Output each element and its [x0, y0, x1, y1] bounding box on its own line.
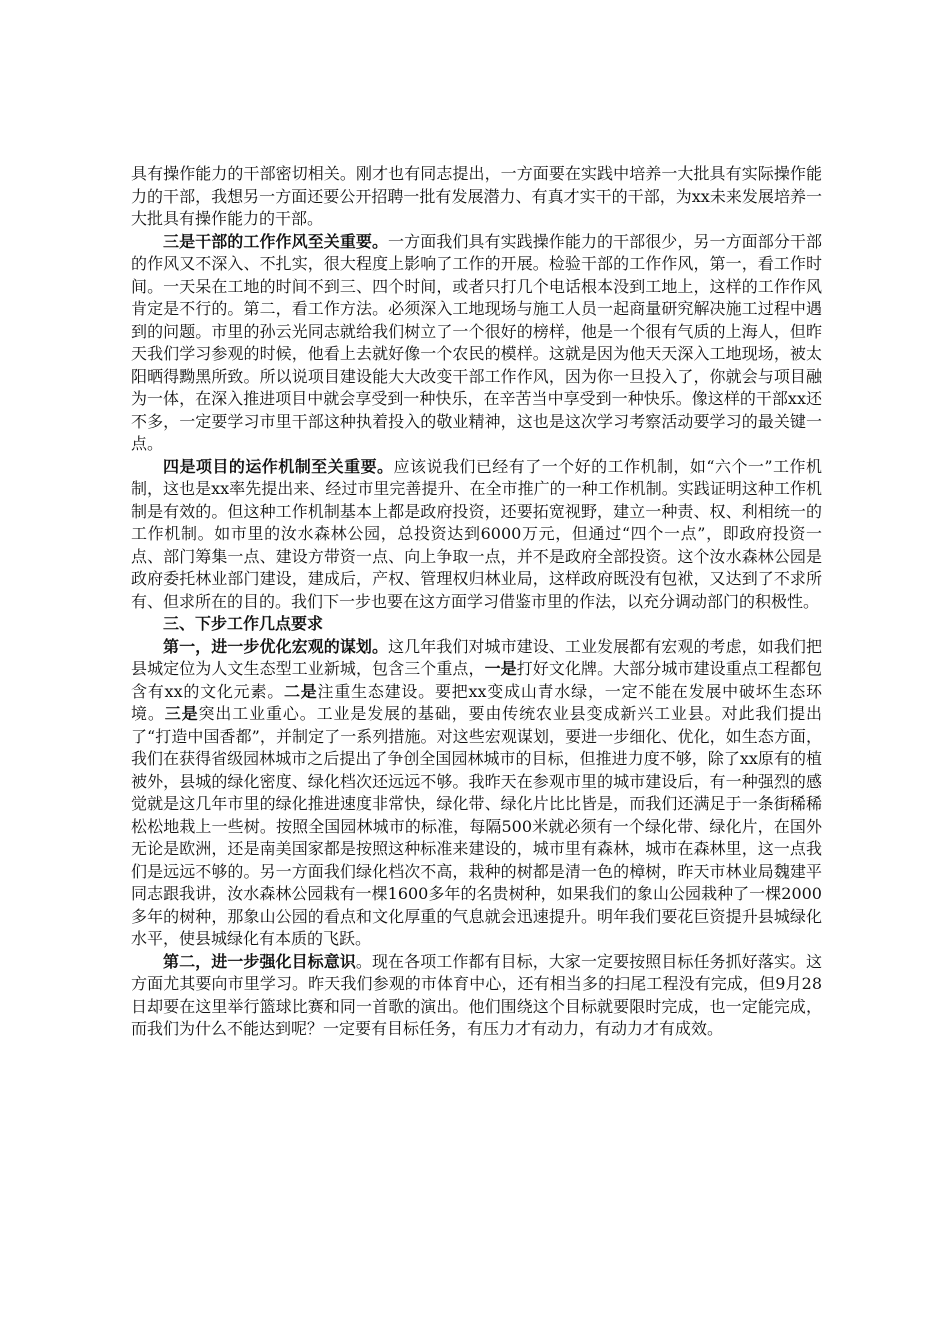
bold-heading-text: 四是项目的运作机制至关重要。	[163, 456, 394, 476]
body-text: 具有操作能力的干部密切相关。刚才也有同志提出，一方面要在实践中培养一大批具有实际操作能力的干部，我想另一方面还要公开招聘一批有发展潜力、有真才实干的干部，为xx未来发展培养一大批具有操作能力的干部。	[131, 164, 822, 228]
bold-heading-text: 三是	[164, 704, 199, 723]
bold-heading-text: 二是	[284, 681, 318, 701]
paragraph	[131, 636, 822, 951]
bold-heading-text: 第一，进一步优化宏观的谋划。	[163, 636, 389, 656]
bold-heading-text: 一是	[484, 659, 517, 678]
paragraph	[131, 951, 822, 1041]
paragraph	[131, 613, 822, 636]
body-text: 注重生态建设。要把xx变成山青水绿，一定不能在发展中破坏生态环境。	[131, 681, 822, 723]
body-text: 应该说我们已经有了一个好的工作机制，如“六个一”工作机制，这也是xx率先提出来、经过市里完善提升、在全市推广的一种工作机制。实践证明这种工作机制是有效的。但这种工作机制基本上都是政府投资，还要拓宽视野，建立一种责、权、利相统一的工作机制。如市里的汝水森林公园，总投资达到6000万元，但通过“四个一点”，即政府投资一点、部门筹集一点、建设方带资一点、向上争取一点，并不是政府全部投资。这个汝水森林公园是政府委托林业部门建设，建成后，产权、管理权归林业局，这样政府既没有包袱，又达到了不求所有、但求所在的目的。我们下一步也要在这方面学习借鉴市里的作法，以充分调动部门的积极性。	[131, 456, 822, 611]
paragraph	[131, 231, 822, 456]
bold-heading-text: 三、下步工作几点要求	[163, 614, 324, 633]
body-text: 一方面我们具有实践操作能力的干部很少，另一方面部分干部的作风又不深入、不扎实，很大程度上影响了工作的开展。检验干部的工作作风，第一，看工作时间。一天呆在工地的时间不到三、四个时间，或者只打几个电话根本没到工地上，这样的工作作风肯定是不行的。第二，看工作方法。必须深入工地现场与施工人员一起商量研究解决施工过程中遇到的问题。市里的孙云光同志就给我们树立了一个很好的榜样，他是一个很有气质的上海人，但昨天我们学习参观的时候，他看上去就好像一个农民的模样。这就是因为他天天深入工地现场，被太阳晒得黝黑所致。所以说项目建设能大大改变干部工作作风，因为你一旦投入了，你就会与项目融为一体，在深入推进项目中就会享受到一种快乐，在辛苦当中享受到一种快乐。像这样的干部xx还不多，一定要学习市里干部这种执着投入的敬业精神，这也是这次学习考察活动要学习的最关键一点。	[131, 231, 822, 453]
document-body	[131, 163, 822, 1041]
bold-heading-text: 第二，进一步强化目标意识	[163, 951, 356, 971]
paragraph	[131, 163, 822, 231]
paragraph	[131, 456, 822, 614]
body-text: 打好文化牌。大部分城市建设重点工程都包含有xx的文化元素。	[131, 659, 822, 701]
body-text: 。现在各项工作都有目标，大家一定要按照目标任务抓好落实。这方面尤其要向市里学习。昨天我们参观的市体育中心，还有相当多的扫尾工程没有完成，但9月28日却要在这里举行篮球比赛和同一首歌的演出。他们围绕这个目标就要限时完成，也一定能完成，而我们为什么不能达到呢？一定要有目标任务，有压力才有动力，有动力才有成效。	[131, 951, 822, 1038]
body-text: 突出工业重心。工业是发展的基础，要由传统农业县变成新兴工业县。对此我们提出了“打造中国香都”，并制定了一系列措施。对这些宏观谋划，要进一步细化、优化，如生态方面，我们在获得省级园林城市之后提出了争创全国园林城市的目标，但推进力度不够，除了xx原有的植被外，县城的绿化密度、绿化档次还远远不够。我昨天在参观市里的城市建设后，有一种强烈的感觉就是这几年市里的绿化推进速度非常快，绿化带、绿化片比比皆是，而我们还满足于一条街稀稀松松地栽上一些树。按照全国园林城市的标准，每隔500米就必须有一个绿化带、绿化片，在国外无论是欧洲，还是南美国家都是按照这种标准来建设的，城市里有森林，城市在森林里，这一点我们是远远不够的。另一方面我们绿化档次不高，栽种的树都是清一色的樟树，昨天市林业局魏建平同志跟我讲，汝水森林公园栽有一棵1600多年的名贵树种，如果我们的象山公园栽种了一棵2000多年的树种，那象山公园的看点和文化厚重的气息就会迅速提升。明年我们要花巨资提升县城绿化水平，使县城绿化有本质的飞跃。	[131, 704, 822, 948]
body-text: 这几年我们对城市建设、工业发展都有宏观的考虑，如我们把县城定位为人文生态型工业新城，包含三个重点，	[131, 636, 822, 678]
bold-heading-text: 三是干部的工作作风至关重要。	[163, 231, 389, 251]
